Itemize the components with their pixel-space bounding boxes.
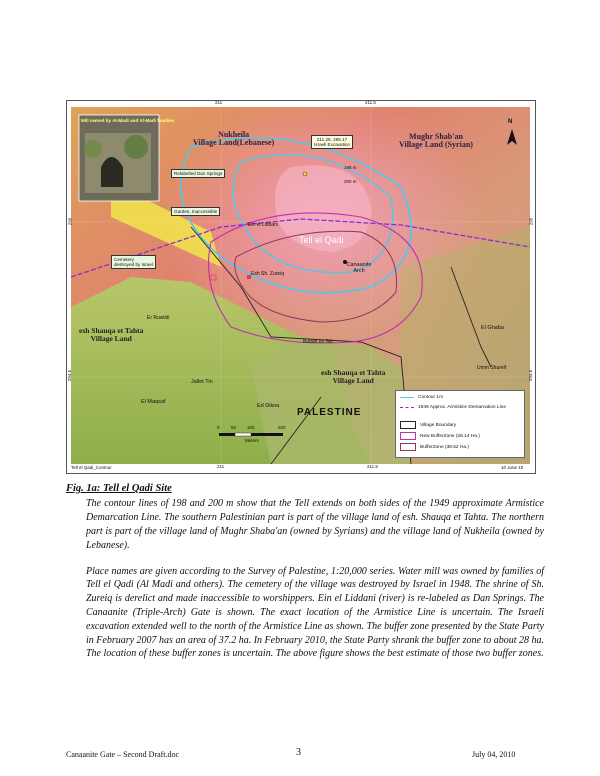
footer-document-name: Canaanite Gate – Second Draft.doc: [66, 750, 180, 759]
legend-village-boundary: Village Boundary: [420, 422, 457, 428]
place-canaanite-arch: Canaanite Arch: [346, 262, 372, 274]
map-date-label: 10 June 10: [501, 465, 524, 470]
callout-excavation: 211.25, 295.17 Israeli Excavation: [311, 135, 353, 149]
region-shauqa-east: esh Shauqa et Tahta Village Land: [321, 368, 386, 386]
scale-unit: Meters: [245, 438, 259, 443]
grid-right-bottom: 294.5: [528, 369, 534, 382]
scale-tick-100: 100: [247, 425, 255, 430]
photo-caption: Mill owned by Al-Madi and Al-Madi families: [81, 118, 175, 123]
place-tell-el-qadi: Tell el Qadi: [299, 235, 344, 245]
grid-bottom-mid: 211.5: [367, 464, 378, 469]
figure-title: Fig. 1a: Tell el Qadi Site: [66, 483, 172, 494]
place-jallet-tin: Jallet Tin: [191, 379, 213, 385]
place-el-ghaba: El Ghaba: [481, 325, 504, 331]
legend-bufferzone: BufferZone (38.52 Ha.): [420, 444, 469, 450]
grid-left-bottom: 294.5: [67, 369, 73, 382]
place-buttan-es-sitt: Buttan es Sitt: [303, 339, 333, 345]
footer-date: July 04, 2010: [472, 750, 516, 759]
contour-200-label: 200 m: [344, 179, 357, 184]
place-el-maqsaf: El Maqsaf: [141, 399, 166, 405]
grid-left-top: 295: [67, 217, 73, 226]
place-ein-el-liddani: 'Ein el Liddani: [247, 222, 278, 228]
grid-top-mid: 211.5: [365, 100, 376, 105]
north-label: N: [508, 119, 513, 125]
legend-armistice: 1949 Approx. Armistice Demarcation Line: [418, 405, 506, 410]
caption-paragraph-1: The contour lines of 198 and 200 m show that the Tell extends on both sides of the 1949 approximate Armistice Demarcation Line. The southern Palestinian part is part of the village land of esh. Shauqa et Tahta. The northern part is part of the village land of Mughr Shaba'an (owned by Syrians) and the village land of Nukheila (owned by Lebanese).: [86, 498, 544, 551]
scale-tick-50: 50: [231, 425, 237, 430]
grid-top-left: 211: [215, 100, 223, 105]
region-mughr-shaban: Mughr Shab'an Village Land (Syrian): [399, 132, 473, 150]
legend-contour: Contour 1m: [418, 395, 444, 400]
legend-new-bufferzone: New BufferZone (28.14 Ha.): [420, 433, 480, 439]
callout-relabelled: Relabelled Dan Springs: [171, 169, 225, 178]
place-umm-shureif: Umm Shureif: [477, 365, 507, 371]
callout-cemetery: Cemetery destroyed by Israel: [111, 255, 156, 269]
place-ed-dikna: Ed Dikna: [257, 403, 280, 409]
map-source-label: Tell el Qadi_Contour: [71, 465, 112, 470]
scale-tick-200: 200: [278, 425, 286, 430]
place-esh-sh-zureiq: Esh Sh. Zureiq: [251, 271, 285, 277]
figure-caption: [66, 482, 544, 661]
grid-right-top: 295: [528, 217, 534, 226]
scale-tick-0: 0: [217, 425, 220, 430]
footer-page-number: 3: [296, 747, 301, 758]
site-map: [71, 107, 530, 464]
region-nukheila: Nukheila Village Land(Lebanese): [193, 130, 275, 148]
place-er-ruwiidi: Er Ruwiidi: [147, 315, 170, 321]
region-palestine: PALESTINE: [297, 407, 362, 418]
contour-198-label: 198 m: [344, 165, 357, 170]
site-map-figure: [66, 100, 536, 474]
region-shauqa-west: esh Shauqa et Tahta Village Land: [79, 326, 144, 344]
callout-garden: Garden, Inaccessible: [171, 207, 220, 216]
map-legend: [395, 390, 525, 458]
caption-paragraph-2: Place names are given according to the Survey of Palestine, 1:20,000 series. Water mill was owned by families of Tell el Qadi (Al Madi and others). The cemetery of the village was destroyed by Israel in 1948. The shrine of Sh. Zureiq is derelict and made inaccessible to worshippers. Ein el Liddani (river) is re-labeled as Dan Springs. The Canaanite (Triple-Arch) Gate is shown. The exact location of the Armistice Line is uncertain. The Israeli excavation extended well to the north of the Armistice Line as shown. The buffer zone presented by the State Party in February 2007 has an area of 37.2 ha. In February 2010, the State Party shrank the buffer zone to about 28 ha. The location of these buffer zones is uncertain. The above figure shows the best estimate of those two buffer zones.: [86, 565, 544, 660]
grid-bottom-left: 211: [217, 464, 225, 469]
